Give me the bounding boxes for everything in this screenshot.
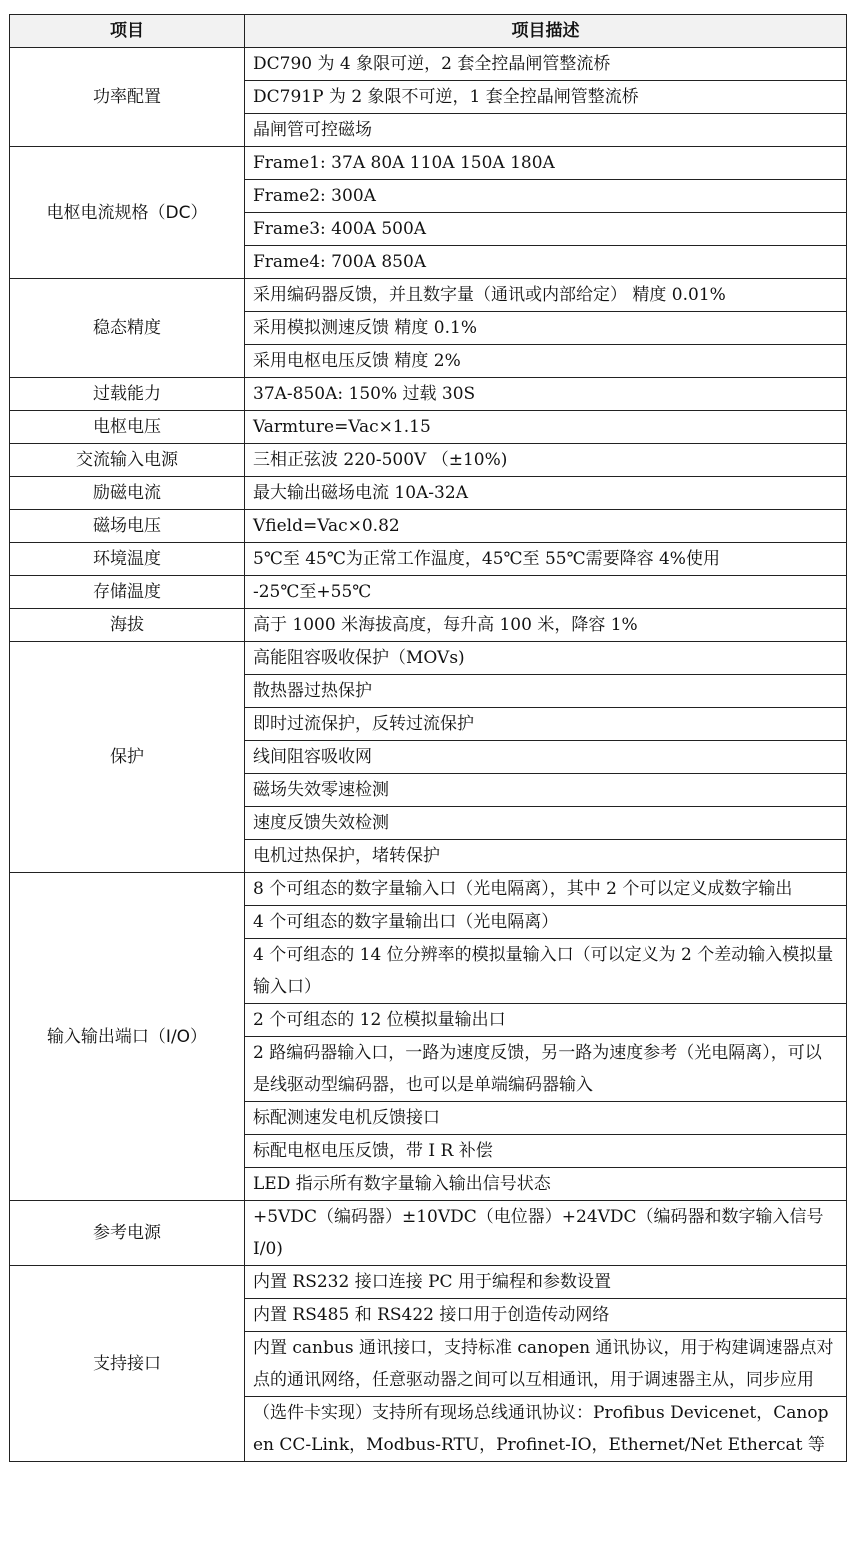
item-cell: 输入输出端口（I/O） [10,873,245,1201]
description-cell: 电机过热保护，堵转保护 [245,840,847,873]
description-cell: 磁场失效零速检测 [245,774,847,807]
description-cell: 2 路编码器输入口，一路为速度反馈，另一路为速度参考（光电隔离），可以是线驱动型编码器，也可以是单端编码器输入 [245,1037,847,1102]
description-cell: 内置 RS232 接口连接 PC 用于编程和参数设置 [245,1266,847,1299]
description-cell: 2 个可组态的 12 位模拟量输出口 [245,1004,847,1037]
description-cell: 即时过流保护，反转过流保护 [245,708,847,741]
table-row [10,1201,847,1266]
description-cell: LED 指示所有数字量输入输出信号状态 [245,1168,847,1201]
description-cell: 高于 1000 米海拔高度，每升高 100 米，降容 1% [245,609,847,642]
table-row [10,444,847,477]
header-row [10,15,847,48]
item-cell: 交流输入电源 [10,444,245,477]
description-cell: 三相正弦波 220-500V （±10%) [245,444,847,477]
description-cell: DC790 为 4 象限可逆，2 套全控晶闸管整流桥 [245,48,847,81]
description-cell: -25℃至+55℃ [245,576,847,609]
description-cell: 采用电枢电压反馈 精度 2% [245,345,847,378]
description-cell: 采用编码器反馈，并且数字量（通讯或内部给定） 精度 0.01% [245,279,847,312]
item-cell: 励磁电流 [10,477,245,510]
description-cell: 37A-850A: 150% 过载 30S [245,378,847,411]
table-row [10,48,847,81]
table-row [10,609,847,642]
description-cell: 8 个可组态的数字量输入口（光电隔离），其中 2 个可以定义成数字输出 [245,873,847,906]
table-row [10,477,847,510]
description-cell: Frame1: 37A 80A 110A 150A 180A [245,147,847,180]
spec-table [9,14,847,1462]
description-cell: +5VDC（编码器）±10VDC（电位器）+24VDC（编码器和数字输入信号 I/0) [245,1201,847,1266]
description-cell: Vfield=Vac×0.82 [245,510,847,543]
header-item: 项目 [10,15,245,48]
description-cell: 最大输出磁场电流 10A-32A [245,477,847,510]
description-cell: 内置 canbus 通讯接口，支持标准 canopen 通讯协议，用于构建调速器点对点的通讯网络，任意驱动器之间可以互相通讯，用于调速器主从，同步应用 [245,1332,847,1397]
table-row [10,543,847,576]
table-row [10,411,847,444]
item-cell: 保护 [10,642,245,873]
description-cell: 线间阻容吸收网 [245,741,847,774]
description-cell: （选件卡实现）支持所有现场总线通讯协议：Profibus Devicenet，Canopen CC-Link，Modbus-RTU，Profinet-IO，Ethernet/Net Ethercat 等 [245,1397,847,1462]
description-cell: 4 个可组态的数字量输出口（光电隔离） [245,906,847,939]
item-cell: 功率配置 [10,48,245,147]
description-cell: Varmture=Vac×1.15 [245,411,847,444]
description-cell: 标配电枢电压反馈，带 I R 补偿 [245,1135,847,1168]
table-row [10,576,847,609]
description-cell: 晶闸管可控磁场 [245,114,847,147]
description-cell: Frame4: 700A 850A [245,246,847,279]
description-cell: 采用模拟测速反馈 精度 0.1% [245,312,847,345]
description-cell: 4 个可组态的 14 位分辨率的模拟量输入口（可以定义为 2 个差动输入模拟量输入口） [245,939,847,1004]
item-cell: 电枢电压 [10,411,245,444]
item-cell: 存储温度 [10,576,245,609]
description-cell: DC791P 为 2 象限不可逆，1 套全控晶闸管整流桥 [245,81,847,114]
table-row [10,279,847,312]
description-cell: Frame3: 400A 500A [245,213,847,246]
description-cell: 高能阻容吸收保护（MOVs) [245,642,847,675]
description-cell: 标配测速发电机反馈接口 [245,1102,847,1135]
description-cell: 内置 RS485 和 RS422 接口用于创造传动网络 [245,1299,847,1332]
table-row [10,510,847,543]
table-row [10,147,847,180]
table-row [10,642,847,675]
description-cell: 5℃至 45℃为正常工作温度，45℃至 55℃需要降容 4%使用 [245,543,847,576]
header-description: 项目描述 [245,15,847,48]
table-row [10,873,847,906]
description-cell: 速度反馈失效检测 [245,807,847,840]
item-cell: 参考电源 [10,1201,245,1266]
item-cell: 支持接口 [10,1266,245,1462]
table-row [10,1266,847,1299]
item-cell: 磁场电压 [10,510,245,543]
table-row [10,378,847,411]
spec-body [10,48,847,1462]
item-cell: 电枢电流规格（DC） [10,147,245,279]
item-cell: 环境温度 [10,543,245,576]
description-cell: Frame2: 300A [245,180,847,213]
description-cell: 散热器过热保护 [245,675,847,708]
item-cell: 稳态精度 [10,279,245,378]
item-cell: 过载能力 [10,378,245,411]
item-cell: 海拔 [10,609,245,642]
